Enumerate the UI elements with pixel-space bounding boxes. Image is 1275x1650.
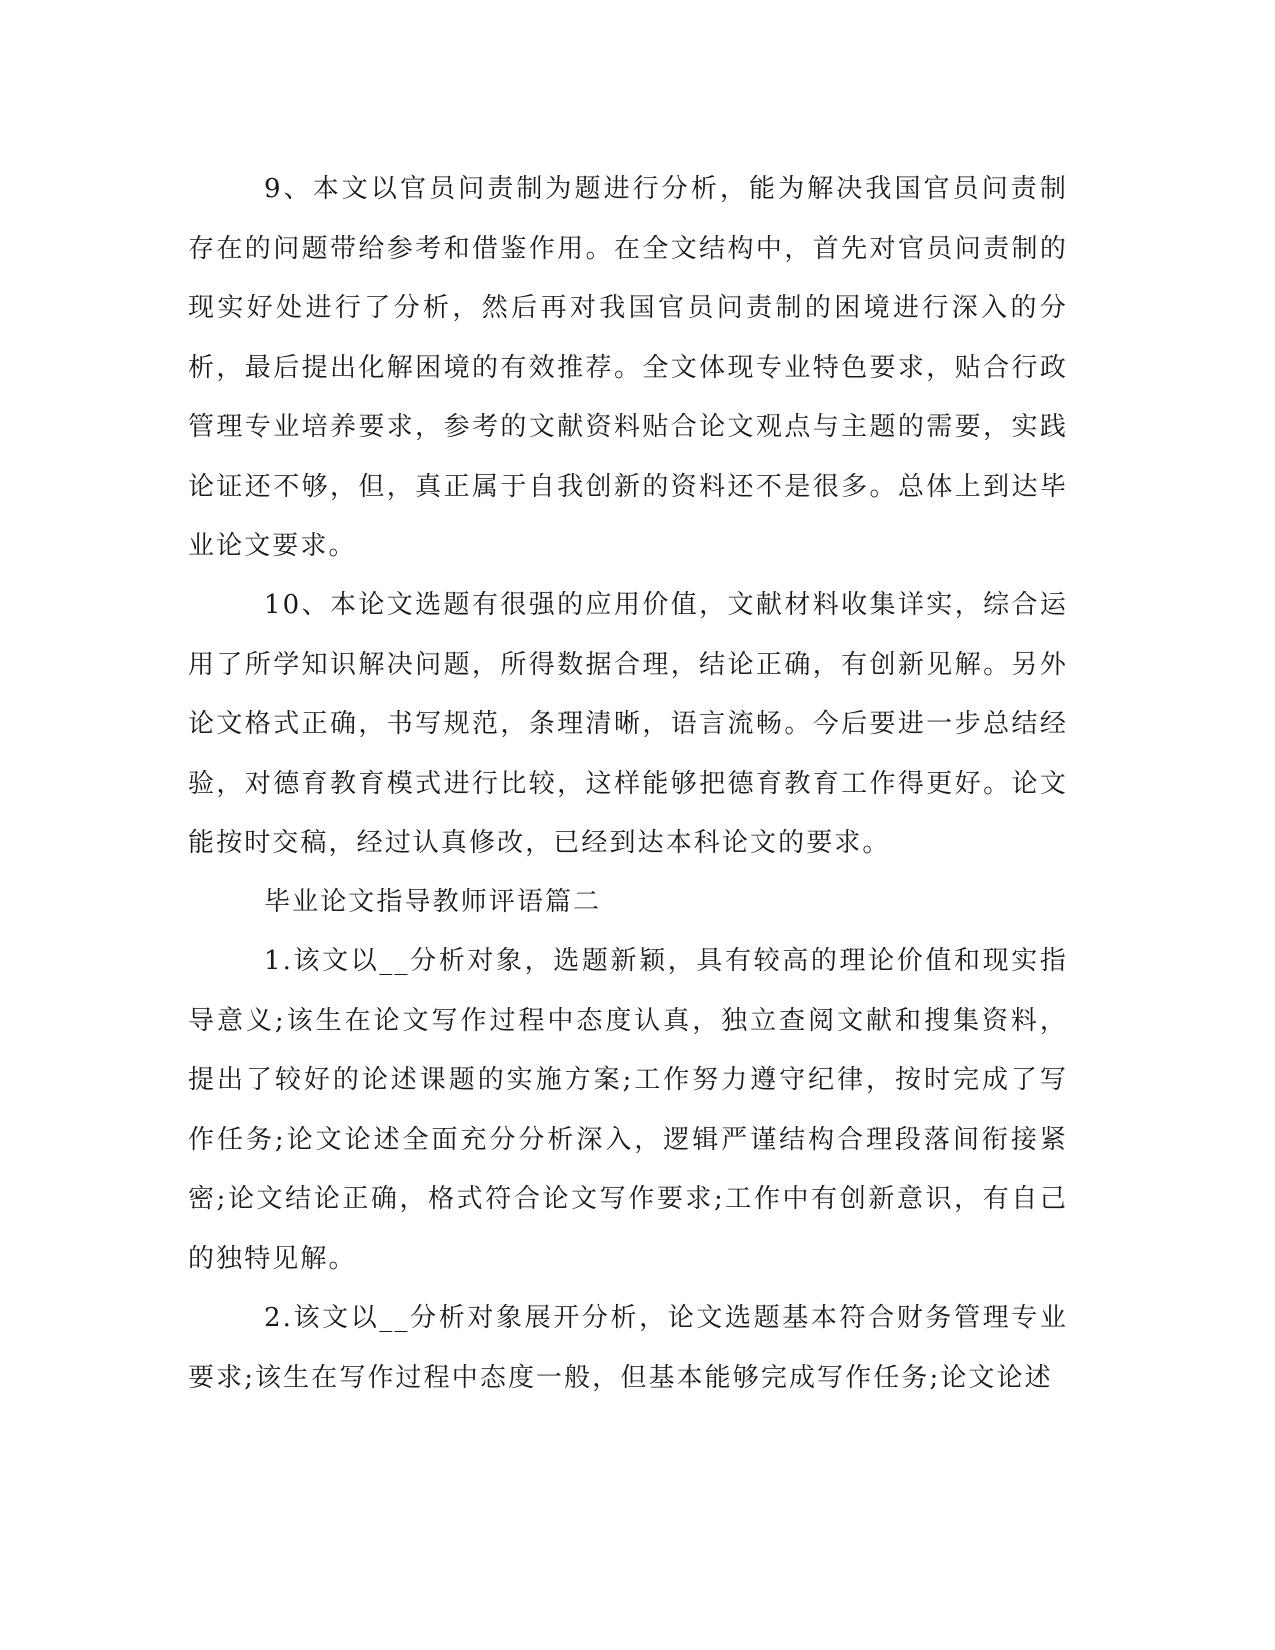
section2-paragraph-2-text: 2.该文以__分析对象展开分析，论文选题基本符合财务管理专业要求;该生在写作过程中态度一般，但基本能够完成写作任务;论文论述 — [188, 1303, 1068, 1393]
section2-paragraph-1-text: 1.该文以__分析对象，选题新颖，具有较高的理论价值和现实指导意义;该生在论文写作过程中态度认真，独立查阅文献和搜集资料，提出了较好的论述课题的实施方案;工作努力遵守纪律，按时完成了写作任务;论文论述全面充分分析深入，逻辑严谨结构合理段落间衔接紧密;论文结论正确，格式符合论文写作要求;工作中有创新意识，有自己的独特见解。 — [188, 946, 1068, 1274]
paragraph-9-text: 9、本文以官员问责制为题进行分析，能为解决我国官员问责制存在的问题带给参考和借鉴作用。在全文结构中，首先对官员问责制的现实好处进行了分析，然后再对我国官员问责制的困境进行深入的分析，最后提出化解困境的有效推荐。全文体现专业特色要求，贴合行政管理专业培养要求，参考的文献资料贴合论文观点与主题的需要，实践论证还不够，但，真正属于自我创新的资料还不是很多。总体上到达毕业论文要求。 — [188, 174, 1068, 561]
paragraph-9 — [188, 160, 1068, 577]
section2-paragraph-2 — [188, 1289, 1068, 1408]
section-heading: 毕业论文指导教师评语篇二 — [264, 887, 602, 917]
section2-paragraph-1 — [188, 932, 1068, 1289]
paragraph-10-text: 10、本论文选题有很强的应用价值，文献材料收集详实，综合运用了所学知识解决问题，所得数据合理，结论正确，有创新见解。另外论文格式正确，书写规范，条理清晰，语言流畅。今后要进一步总结经验，对德育教育模式进行比较，这样能够把德育教育工作得更好。论文能按时交稿，经过认真修改，已经到达本科论文的要求。 — [188, 590, 1068, 858]
paragraph-10 — [188, 576, 1068, 874]
